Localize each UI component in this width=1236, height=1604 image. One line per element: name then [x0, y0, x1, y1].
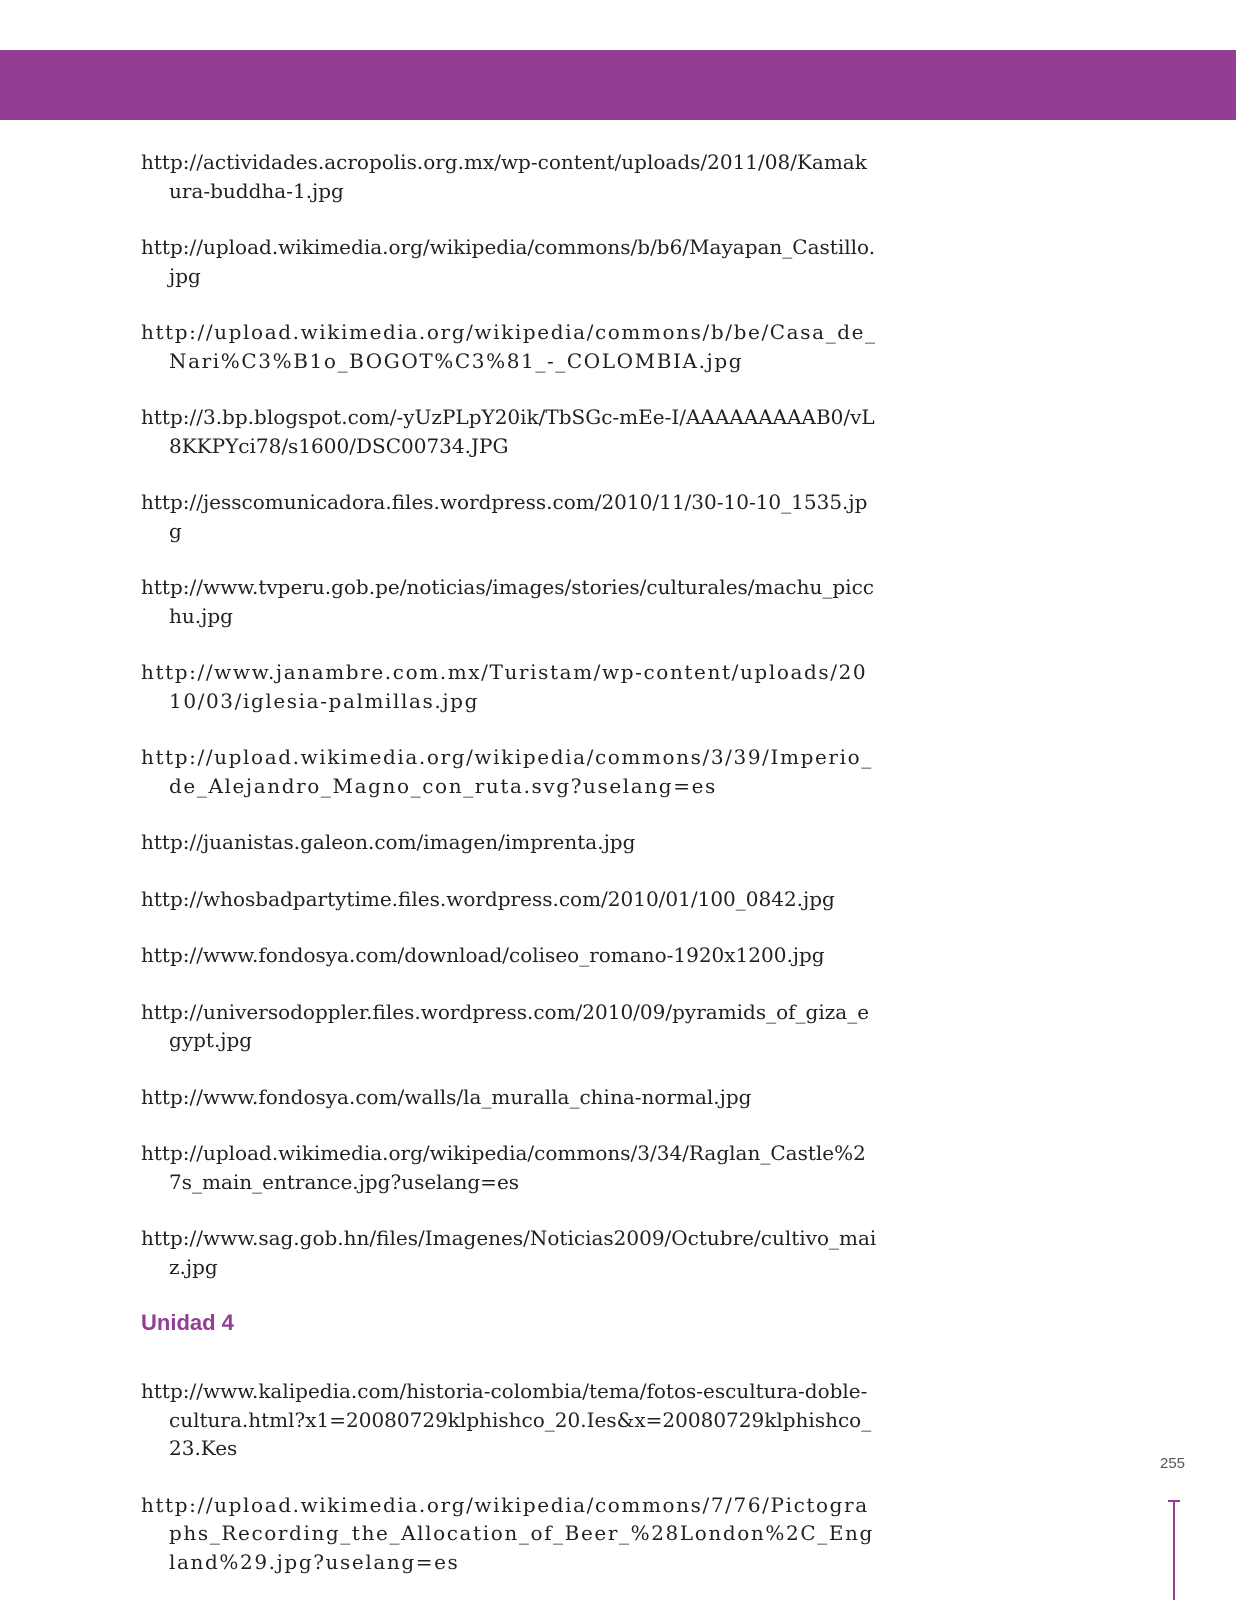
reference-list-bottom [141, 1377, 877, 1576]
reference-entry: http://actividades.acropolis.org.mx/wp-content/uploads/2011/08/Kamakura-buddha-1.jpg [141, 150, 867, 203]
reference-entry: http://www.fondosya.com/walls/la_muralla_china-normal.jpg [141, 1084, 752, 1109]
reference-entry: http://upload.wikimedia.org/wikipedia/commons/3/39/Imperio_de_Alejandro_Magno_con_ruta.svg?uselang=es [141, 745, 873, 798]
references-content [141, 148, 877, 1604]
reference-entry: http://whosbadpartytime.files.wordpress.com/2010/01/100_0842.jpg [141, 886, 835, 911]
reference-entry: http://www.janambre.com.mx/Turistam/wp-content/uploads/2010/03/iglesia-palmillas.jpg [141, 660, 868, 713]
reference-entry: http://upload.wikimedia.org/wikipedia/commons/7/76/Pictographs_Recording_the_Allocation_of_Beer_%28London%2C_England%29.jpg?uselang=es [141, 1492, 874, 1574]
reference-entry: http://www.fondosya.com/download/coliseo_romano-1920x1200.jpg [141, 943, 825, 967]
reference-entry: http://www.sag.gob.hn/files/Imagenes/Noticias2009/Octubre/cultivo_maiz.jpg [141, 1226, 877, 1279]
reference-entry: http://www.tvperu.gob.pe/noticias/images/stories/culturales/machu_picchu.jpg [141, 575, 874, 628]
reference-entry: http://jesscomunicadora.files.wordpress.com/2010/11/30-10-10_1535.jpg [141, 490, 868, 543]
reference-entry: http://upload.wikimedia.org/wikipedia/commons/3/34/Raglan_Castle%27s_main_entrance.jpg?uselang=es [141, 1141, 866, 1194]
section-heading: Unidad 4 [141, 1310, 234, 1335]
reference-entry: http://universodoppler.files.wordpress.com/2010/09/pyramids_of_giza_egypt.jpg [141, 999, 870, 1052]
reference-entry: http://upload.wikimedia.org/wikipedia/commons/b/be/Casa_de_Nari%C3%B1o_BOGOT%C3%81_-_COLOMBIA.jpg [141, 320, 877, 373]
reference-entry: http://3.bp.blogspot.com/-yUzPLpY20ik/TbSGc-mEe-I/AAAAAAAAAB0/vL8KKPYci78/s1600/DSC00734.JPG [141, 405, 875, 458]
page-rule [1173, 1500, 1175, 1600]
reference-list-top [141, 148, 877, 1281]
header-band [0, 50, 1236, 120]
reference-entry: http://juanistas.galeon.com/imagen/imprenta.jpg [141, 830, 636, 854]
page-number: 255 [1160, 1455, 1186, 1472]
reference-entry: http://upload.wikimedia.org/wikipedia/commons/b/b6/Mayapan_Castillo.jpg [141, 235, 876, 288]
reference-entry: http://www.kalipedia.com/historia-colombia/tema/fotos-escultura-doble-cultura.html?x1=20080729klphishco_20.Ies&x=20080729klphishco_23.Kes [141, 1379, 872, 1460]
